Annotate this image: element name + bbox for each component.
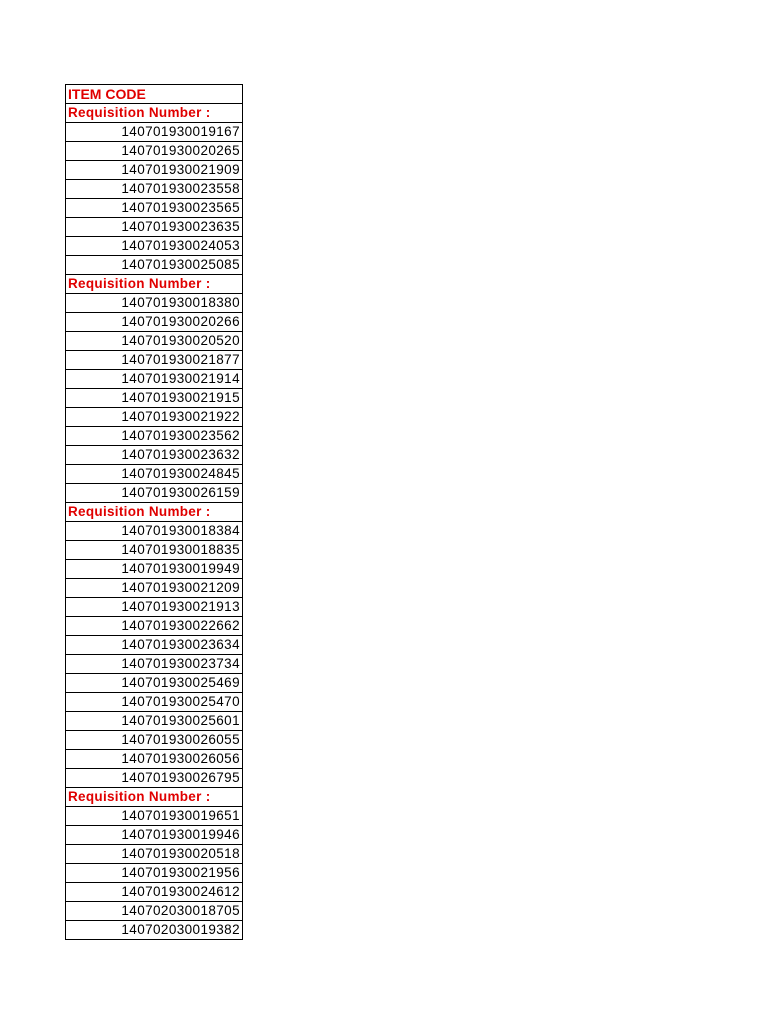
- table-row: [66, 750, 243, 769]
- column-header-item-code: ITEM CODE: [66, 85, 243, 104]
- item-code-cell: 140702030018705: [66, 902, 243, 921]
- table-row: [66, 731, 243, 750]
- item-code-cell: 140701930018380: [66, 294, 243, 313]
- item-code-cell: 140701930019949: [66, 560, 243, 579]
- item-code-cell: 140701930020266: [66, 313, 243, 332]
- item-code-cell: 140701930026055: [66, 731, 243, 750]
- item-code-cell: 140701930021914: [66, 370, 243, 389]
- header-row: [66, 85, 243, 104]
- table-row: [66, 845, 243, 864]
- item-code-cell: 140701930025469: [66, 674, 243, 693]
- table-row: [66, 712, 243, 731]
- requisition-label: Requisition Number :: [66, 275, 243, 294]
- requisition-label: Requisition Number :: [66, 503, 243, 522]
- item-code-cell: 140701930021913: [66, 598, 243, 617]
- table-row: [66, 921, 243, 940]
- item-code-cell: 140701930020520: [66, 332, 243, 351]
- item-code-cell: 140701930026795: [66, 769, 243, 788]
- item-code-cell: 140701930018835: [66, 541, 243, 560]
- table-row: [66, 693, 243, 712]
- table-row: [66, 218, 243, 237]
- table-row: [66, 560, 243, 579]
- item-code-cell: 140701930025601: [66, 712, 243, 731]
- table-row: [66, 522, 243, 541]
- item-code-cell: 140701930019946: [66, 826, 243, 845]
- item-code-cell: 140702030019382: [66, 921, 243, 940]
- table-row: [66, 674, 243, 693]
- table-row: [66, 484, 243, 503]
- item-code-cell: 140701930024612: [66, 883, 243, 902]
- table-row: [66, 446, 243, 465]
- item-code-cell: 140701930020265: [66, 142, 243, 161]
- table-row: [66, 902, 243, 921]
- table-row: [66, 769, 243, 788]
- item-code-cell: 140701930018384: [66, 522, 243, 541]
- item-code-cell: 140701930023635: [66, 218, 243, 237]
- item-code-cell: 140701930025085: [66, 256, 243, 275]
- item-code-table: [65, 84, 243, 940]
- item-code-cell: 140701930021209: [66, 579, 243, 598]
- item-code-cell: 140701930023565: [66, 199, 243, 218]
- table-row: [66, 408, 243, 427]
- table-row: [66, 370, 243, 389]
- table-row: [66, 389, 243, 408]
- table-row: [66, 598, 243, 617]
- table-row: [66, 465, 243, 484]
- table-row: [66, 123, 243, 142]
- item-code-cell: 140701930021922: [66, 408, 243, 427]
- requisition-label: Requisition Number :: [66, 788, 243, 807]
- requisition-label: Requisition Number :: [66, 104, 243, 123]
- item-code-cell: 140701930021956: [66, 864, 243, 883]
- item-code-cell: 140701930019167: [66, 123, 243, 142]
- item-code-cell: 140701930021877: [66, 351, 243, 370]
- item-code-cell: 140701930021915: [66, 389, 243, 408]
- item-code-table-body: [66, 85, 243, 940]
- table-row: [66, 541, 243, 560]
- table-row: [66, 313, 243, 332]
- table-row: [66, 180, 243, 199]
- item-code-cell: 140701930022662: [66, 617, 243, 636]
- item-code-cell: 140701930026056: [66, 750, 243, 769]
- item-code-cell: 140701930024845: [66, 465, 243, 484]
- item-code-cell: 140701930025470: [66, 693, 243, 712]
- table-row: [66, 636, 243, 655]
- table-row: [66, 332, 243, 351]
- table-row: [66, 256, 243, 275]
- table-row: [66, 579, 243, 598]
- table-row: [66, 427, 243, 446]
- item-code-cell: 140701930023634: [66, 636, 243, 655]
- item-code-cell: 140701930024053: [66, 237, 243, 256]
- item-code-cell: 140701930021909: [66, 161, 243, 180]
- table-row: [66, 237, 243, 256]
- item-code-cell: 140701930023632: [66, 446, 243, 465]
- item-code-cell: 140701930023734: [66, 655, 243, 674]
- table-row: [66, 826, 243, 845]
- item-code-cell: 140701930023562: [66, 427, 243, 446]
- requisition-row: [66, 275, 243, 294]
- requisition-row: [66, 788, 243, 807]
- table-row: [66, 161, 243, 180]
- table-row: [66, 294, 243, 313]
- requisition-row: [66, 503, 243, 522]
- table-row: [66, 807, 243, 826]
- item-code-cell: 140701930019651: [66, 807, 243, 826]
- item-code-cell: 140701930026159: [66, 484, 243, 503]
- item-code-cell: 140701930020518: [66, 845, 243, 864]
- requisition-row: [66, 104, 243, 123]
- table-row: [66, 199, 243, 218]
- table-row: [66, 883, 243, 902]
- table-row: [66, 351, 243, 370]
- table-row: [66, 142, 243, 161]
- table-row: [66, 864, 243, 883]
- table-row: [66, 655, 243, 674]
- item-code-cell: 140701930023558: [66, 180, 243, 199]
- table-row: [66, 617, 243, 636]
